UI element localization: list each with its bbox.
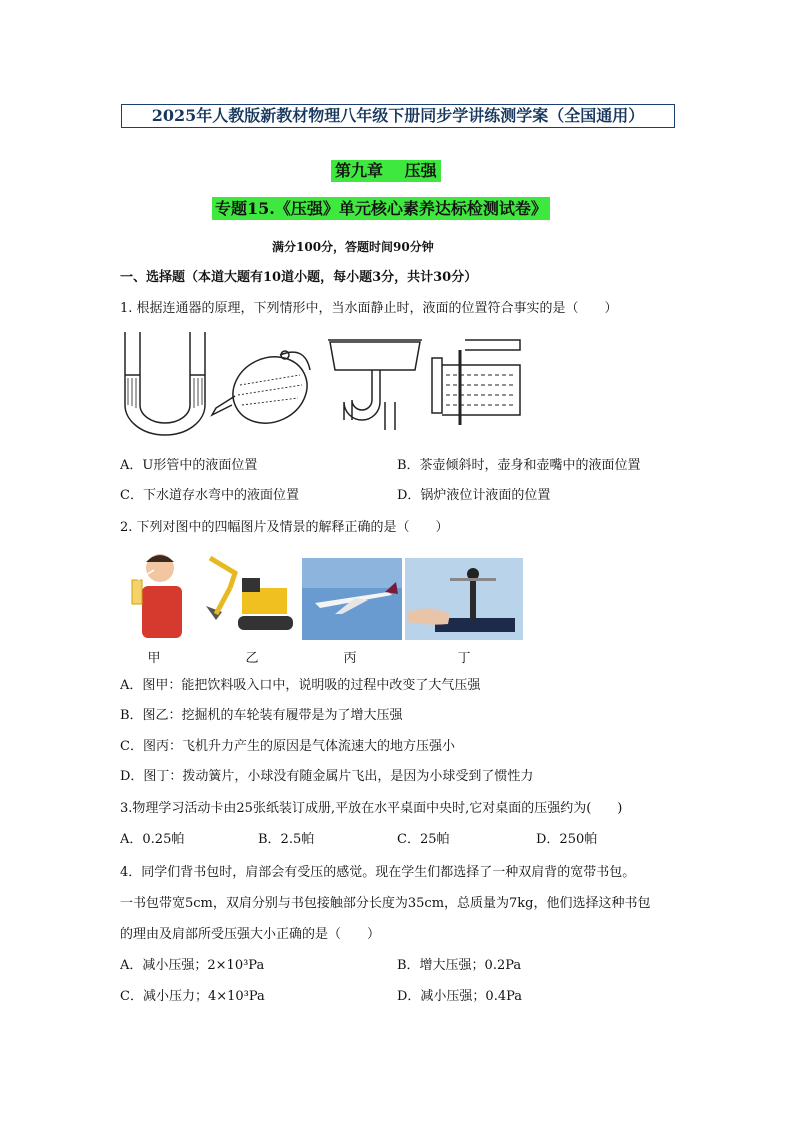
q1-option-b: B．茶壶倾斜时，壶身和壶嘴中的液面位置: [397, 458, 641, 473]
photo-label-ding: 丁: [457, 651, 471, 666]
sink-figure: [328, 340, 422, 430]
inertia-device-photo: [405, 558, 523, 640]
q3-option-d: D．250帕: [536, 832, 598, 847]
q2-option-c: C．图丙：飞机升力产生的原因是气体流速大的地方压强小: [120, 739, 455, 754]
u-tube-figure: [125, 332, 205, 435]
q2-option-d: D．图丁：拨动簧片，小球没有随金属片飞出，是因为小球受到了惯性力: [120, 769, 534, 784]
q3-stem: 3.物理学习活动卡由25张纸装订成册,平放在水平桌面中央时,它对桌面的压强约为( ): [120, 801, 623, 816]
page-title: 2025年人教版新教材物理八年级下册同步学讲练测学案（全国通用）: [121, 104, 675, 128]
topic-heading: 专题15.《压强》单元核心素养达标检测试卷》: [212, 197, 550, 220]
q1-option-d: D．锅炉液位计液面的位置: [397, 488, 551, 503]
q3-option-b: B．2.5帕: [258, 832, 315, 847]
q2-stem: 2. 下列对图中的四幅图片及情景的解释正确的是（ ）: [120, 520, 449, 535]
q4-stem-line3: 的理由及肩部所受压强大小正确的是（ ）: [120, 927, 381, 942]
q1-figures: [120, 330, 530, 440]
q4-stem-line2: 一书包带宽5cm，双肩分别与书包接触部分长度为35cm，总质量为7kg，他们选择这种书包: [120, 896, 651, 911]
q4-stem-line1: 4．同学们背书包时，肩部会有受压的感觉。现在学生们都选择了一种双肩背的宽带书包。: [120, 865, 636, 880]
photo-label-jia: 甲: [147, 651, 161, 666]
q1-option-a: A．U形管中的液面位置: [120, 458, 258, 473]
q1-stem: 1. 根据连通器的原理，下列情形中，当水面静止时，液面的位置符合事实的是（ ）: [120, 301, 618, 316]
boiler-gauge-figure: [432, 340, 520, 425]
q3-option-c: C．25帕: [397, 832, 450, 847]
score-info: 满分100分，答题时间90分钟: [272, 240, 434, 254]
teapot-figure: [212, 345, 318, 435]
q4-option-a: A．减小压强；2×10³Pa: [120, 958, 265, 973]
q2-photos: [130, 548, 525, 640]
q4-option-c: C．减小压力；4×10³Pa: [120, 989, 265, 1004]
boy-drinking-photo: [130, 548, 188, 640]
q3-option-a: A．0.25帕: [120, 832, 185, 847]
photo-label-bing: 丙: [343, 651, 357, 666]
q4-option-d: D．减小压强；0.4Pa: [397, 989, 523, 1004]
chapter-heading: 第九章 压强: [331, 160, 441, 182]
q2-option-a: A．图甲：能把饮料吸入口中，说明吸的过程中改变了大气压强: [120, 678, 481, 693]
section-heading: 一、选择题（本道大题有10道小题，每小题3分，共计30分）: [120, 270, 478, 285]
q1-option-c: C．下水道存水弯中的液面位置: [120, 488, 299, 503]
excavator-photo: [200, 548, 295, 640]
photo-label-yi: 乙: [245, 651, 259, 666]
q2-option-b: B．图乙：挖掘机的车轮装有履带是为了增大压强: [120, 708, 403, 723]
airplane-photo: [302, 558, 402, 640]
q4-option-b: B．增大压强；0.2Pa: [397, 958, 522, 973]
